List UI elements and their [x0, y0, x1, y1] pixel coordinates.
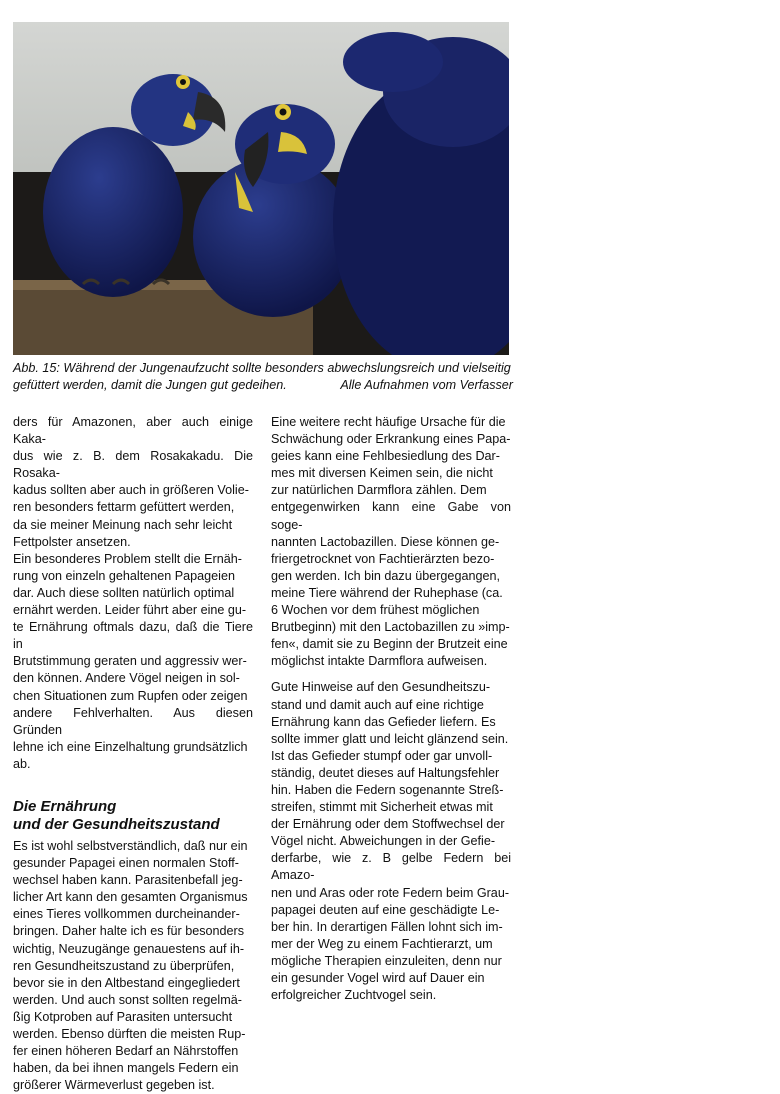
left-paragraph-3: Es ist wohl selbstverständlich, daß nur ein gesunder Papagei einen normalen Stoff- wechsel haben kann. Parasitenbefall jeg- licher Art kann den gesamten Organismus eines Tieres vollkommen durcheinander- bringen. Daher halte ich es für besonders wichtig, Neuzugänge genauestens auf ih- ren Gesundheitszustand zu überprüfen, bevor sie in den Altbestand eingegliedert werden. Und auch sonst sollten regelmä- ßig Kotproben auf Parasiten untersucht werden. Ebenso dürften die meisten Rup- fer einen höheren Bedarf an Nährstoffen haben, da bei ihnen mangels Federn ein größerer Wärmeverlust gegeben ist.	[13, 838, 248, 1093]
macaw-photo	[13, 22, 509, 355]
photo-credit: Alle Aufnahmen vom Verfasser	[340, 378, 513, 392]
right-column	[271, 414, 511, 1004]
caption-label: Abb. 15:	[13, 361, 60, 375]
right-paragraph-1: Eine weitere recht häufige Ursache für die Schwächung oder Erkrankung eines Papa- geies kann eine Fehlbesiedlung des Dar- mes mit diversen Keimen sein, die nicht zur natürlichen Darmflora zählen. Dem entgegenwirken kann eine Gabe von soge- nannten Lactobazillen. Diese können ge- friergetrocknet von Fachtierärzten bezo- gen werden. Ich bin dazu übergegangen, meine Tiere während der Ruhephase (ca. 6 Wochen vor dem frühest möglichen Brutbeginn) mit den Lactobazillen zu »imp- fen«, damit sie zu Beginn der Brutzeit eine möglichst intakte Darmflora aufweisen.	[271, 415, 511, 669]
left-paragraph-1: ders für Amazonen, aber auch einige Kaka- dus wie z. B. dem Rosakakadu. Die Rosaka- kadus sollten aber auch in größeren Volie- ren besonders fettarm gefüttert werden, da sie meiner Meinung nach sehr leicht Fettpolster ansetzen.	[13, 415, 253, 549]
figure-caption	[13, 360, 513, 394]
section-heading: Die Ernährung und der Gesundheitszustand	[13, 797, 220, 833]
left-paragraph-2: Ein besonderes Problem stellt die Ernäh- rung von einzeln gehaltenen Papageien dar. Auch diese sollten natürlich optimal ernährt werden. Leider führt aber eine gu- te Ernährung oftmals dazu, daß die Tiere in Brutstimmung geraten und aggressiv wer- den können. Andere Vögel neigen in sol- chen Situationen zum Rupfen oder zeigen andere Fehlverhalten. Aus diesen Gründen lehne ich eine Einzelhaltung grundsätzlich ab.	[13, 551, 253, 771]
caption-text: Während der Jungenaufzucht sollte besonders abwechslungsreich und vielseitig gefüttert werden, damit die Jungen gut gedeihen.	[13, 361, 511, 392]
right-paragraph-2: Gute Hinweise auf den Gesundheitszu- stand und damit auch auf eine richtige Ernährung kann das Gefieder liefern. Es sollte immer glatt und leicht glänzend sein. Ist das Gefieder stumpf oder gar unvoll- ständig, deutet dieses auf Haltungsfehler hin. Haben die Federn sogenannte Streß- streifen, stimmt mit Sicherheit etwas mit der Ernährung oder dem Stoffwechsel der Vögel nicht. Abweichungen in der Gefie- derfarbe, wie z. B gelbe Federn bei Amazo- nen und Aras oder rote Federn beim Grau- papagei deuten auf eine geschädigte Le- ber hin. In derartigen Fällen lohnt sich im- mer der Weg zu einem Fachtierarzt, um mögliche Therapien einzuleiten, denn nur ein gesunder Vogel wird auf Dauer ein erfolgreicher Zuchtvogel sein.	[271, 680, 511, 1003]
macaw-illustration	[13, 22, 509, 355]
left-column	[13, 414, 253, 1094]
